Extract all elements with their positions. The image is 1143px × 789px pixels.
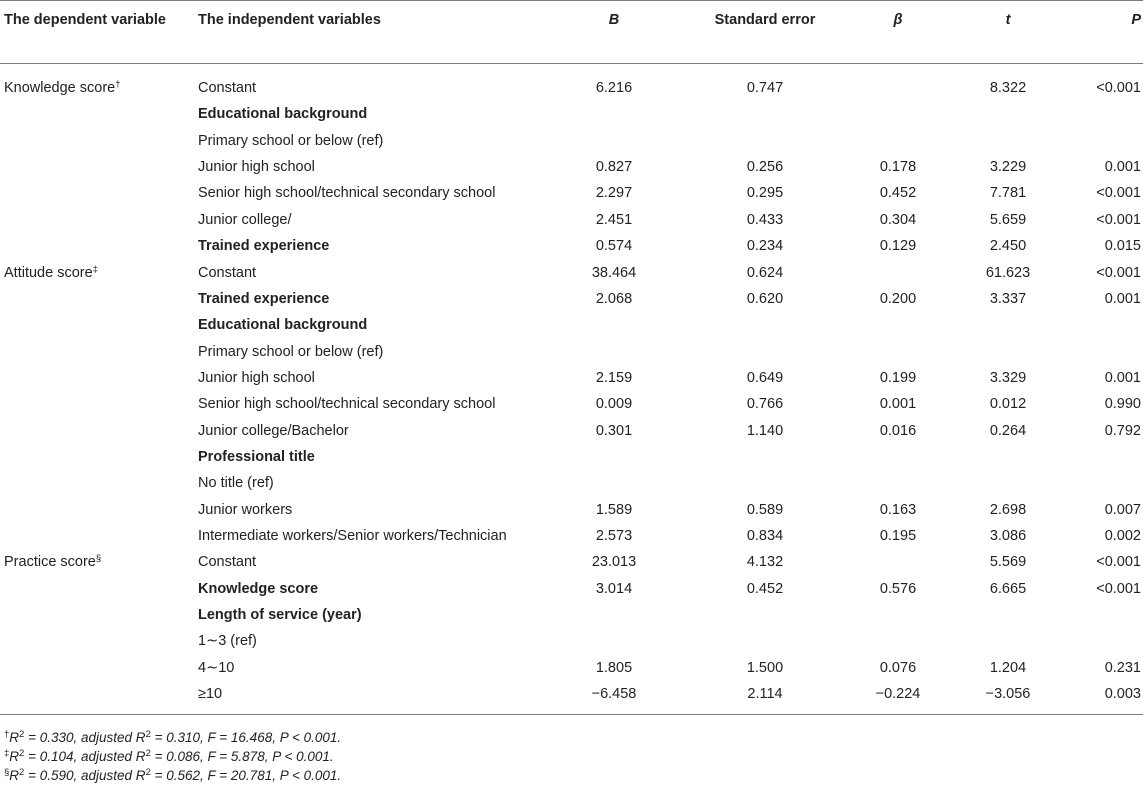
p-cell: 0.015 [1104,238,1141,255]
beta-cell: 0.129 [879,238,917,255]
footnote-mark: † [115,79,121,90]
table-row [0,180,1143,206]
standard-error-cell: 0.649 [746,369,784,386]
table-row [0,523,1143,549]
b-cell: 2.451 [595,211,633,228]
table-row [0,391,1143,417]
standard-error-cell: 0.256 [746,159,784,176]
header-bottom-rule [0,63,1143,64]
dependent-variable-cell: Practice score§ [4,553,102,571]
b-cell: 6.216 [595,80,633,96]
b-cell: 1.805 [595,659,633,676]
independent-variable-cell: Junior college/Bachelor [198,422,349,439]
beta-cell: 0.304 [879,211,917,228]
independent-variable-cell: Senior high school/technical secondary school [198,396,496,413]
table-row [0,101,1143,127]
p-cell: <0.001 [1096,185,1141,202]
independent-variable-cell: Junior high school [198,369,315,386]
p-cell: 0.002 [1104,528,1141,544]
t-cell: 8.322 [989,80,1027,96]
b-cell: 0.301 [595,422,633,439]
t-cell: 3.329 [989,369,1027,386]
independent-variable-cell: Junior college/ [198,211,292,228]
independent-variable-cell: ≥10 [198,686,223,703]
standard-error-cell: 0.624 [746,264,784,281]
table-row [0,681,1143,707]
table-row [0,154,1143,180]
standard-error-cell: 0.620 [746,290,784,307]
p-cell: 0.001 [1104,369,1141,386]
b-cell: 2.068 [595,290,633,307]
p-cell: 0.007 [1104,501,1141,518]
t-cell: 5.569 [989,554,1027,571]
beta-cell: 0.199 [879,369,917,386]
beta-cell: 0.195 [879,528,917,544]
standard-error-cell: 1.500 [746,659,784,676]
b-cell: 3.014 [595,580,633,597]
table-bottom-rule [0,714,1143,715]
table-row [0,655,1143,681]
independent-variable-cell: Professional title [198,448,315,465]
t-cell: 0.264 [989,422,1027,439]
p-cell: 0.001 [1104,290,1141,307]
t-cell: 3.337 [989,290,1027,307]
b-cell: 2.159 [595,369,633,386]
independent-variable-cell: 1∼3 (ref) [198,633,257,650]
table-row [0,233,1143,259]
footnote-practice: $^\S R^2 = 0.590$, adjusted $R^2 = 0.562$, F = 20.781, P < 0.001. [4,767,342,783]
footnote-mark: ‡ [92,263,98,275]
beta-cell: 0.178 [879,159,917,176]
t-cell: 6.665 [989,580,1027,597]
b-cell: 0.009 [595,396,633,413]
p-cell: <0.001 [1096,554,1141,571]
standard-error-cell: 0.766 [746,396,784,413]
t-cell: 0.012 [989,396,1027,413]
beta-cell: 0.001 [879,396,917,413]
table-row [0,128,1143,154]
p-cell: 0.231 [1104,659,1141,676]
standard-error-cell: 0.234 [746,238,784,255]
independent-variable-cell: Constant [198,80,257,96]
t-cell: 61.623 [985,264,1031,281]
header-dependent: The dependent variable [4,12,166,28]
header-independent: The independent variables [198,12,381,28]
t-cell: 1.204 [989,659,1027,676]
table-row [0,497,1143,523]
independent-variable-cell: Educational background [198,106,368,123]
table-row [0,260,1143,286]
beta-cell: −0.224 [875,686,921,703]
standard-error-cell: 0.295 [746,185,784,202]
p-cell: <0.001 [1096,211,1141,228]
b-cell: 2.297 [595,185,633,202]
beta-cell: 0.163 [879,501,917,518]
t-cell: −3.056 [985,686,1031,703]
b-cell: 23.013 [591,554,637,571]
beta-cell: 0.016 [879,422,917,439]
table-row [0,207,1143,233]
independent-variable-cell: No title (ref) [198,475,274,492]
t-cell: 5.659 [989,211,1027,228]
table-row [0,365,1143,391]
table-row [0,602,1143,628]
standard-error-cell: 2.114 [747,686,783,703]
p-cell: <0.001 [1096,80,1141,96]
p-cell: 0.792 [1104,422,1141,439]
standard-error-cell: 1.140 [746,422,784,439]
t-cell: 3.086 [989,528,1027,544]
table-row [0,576,1143,602]
b-cell: 0.574 [595,238,633,255]
independent-variable-cell: Educational background [198,317,368,334]
header-b: B [608,12,620,28]
p-cell: 0.003 [1104,686,1141,703]
table-row [0,549,1143,575]
footnote-attitude: $^\ddagger R^2 = 0.104$, adjusted $R^2 = 0.086$, F = 5.878, P < 0.001. [4,748,334,764]
header-standard-error: Standard error [714,12,816,28]
p-cell: <0.001 [1096,580,1141,597]
beta-cell: 0.452 [879,185,917,202]
table-row [0,628,1143,654]
dagger-mark: † [4,729,10,740]
independent-variable-cell: Trained experience [198,290,330,307]
standard-error-cell: 0.747 [746,80,784,96]
p-cell: 0.990 [1104,396,1141,413]
t-cell: 2.450 [989,238,1027,255]
independent-variable-cell: Constant [198,264,257,281]
independent-variable-cell: Constant [198,554,257,571]
standard-error-cell: 0.433 [746,211,784,228]
independent-variable-cell: Senior high school/technical secondary school [198,185,496,202]
header-t: t [1005,12,1011,28]
p-cell: 0.001 [1104,159,1141,176]
beta-cell: 0.076 [879,659,917,676]
b-cell: 38.464 [591,264,637,281]
b-cell: 0.827 [595,159,633,176]
table-row [0,470,1143,496]
footnote-mark: § [95,553,102,565]
b-cell: 2.573 [595,528,633,544]
t-cell: 3.229 [989,159,1027,176]
independent-variable-cell: Knowledge score [198,580,319,597]
table-row [0,339,1143,365]
independent-variable-cell: Length of service (year) [198,607,362,623]
standard-error-cell: 0.589 [746,501,784,518]
table-row [0,418,1143,444]
b-cell: −6.458 [591,686,637,703]
beta-cell: 0.576 [879,580,917,597]
independent-variable-cell: Intermediate workers/Senior workers/Technician [198,528,507,544]
footnote-knowledge: $^\dagger R^2 = 0.330$, adjusted $R^2 = 0.310$, F = 16.468, P < 0.001. [4,729,342,745]
double-dagger-mark: ‡ [4,748,10,759]
b-cell: 1.589 [595,501,633,518]
table-top-rule [0,0,1143,1]
independent-variable-cell: Junior workers [198,501,293,518]
table-row [0,286,1143,312]
table-row [0,75,1143,101]
independent-variable-cell: Primary school or below (ref) [198,343,384,360]
standard-error-cell: 0.834 [746,528,784,544]
beta-cell: 0.200 [879,290,917,307]
t-cell: 7.781 [989,185,1027,202]
section-mark: § [4,767,10,778]
t-cell: 2.698 [989,501,1027,518]
table-row [0,444,1143,470]
dependent-variable-cell: Attitude score‡ [4,263,98,281]
independent-variable-cell: Primary school or below (ref) [198,132,384,149]
header-p: P [1131,12,1141,28]
standard-error-cell: 0.452 [746,580,784,597]
independent-variable-cell: Junior high school [198,159,315,176]
p-cell: <0.001 [1096,264,1141,281]
dependent-variable-cell: Knowledge score† [4,79,121,96]
independent-variable-cell: Trained experience [198,238,330,255]
table-row [0,312,1143,338]
header-beta: β [893,12,903,28]
independent-variable-cell: 4∼10 [198,659,235,676]
standard-error-cell: 4.132 [746,554,784,571]
